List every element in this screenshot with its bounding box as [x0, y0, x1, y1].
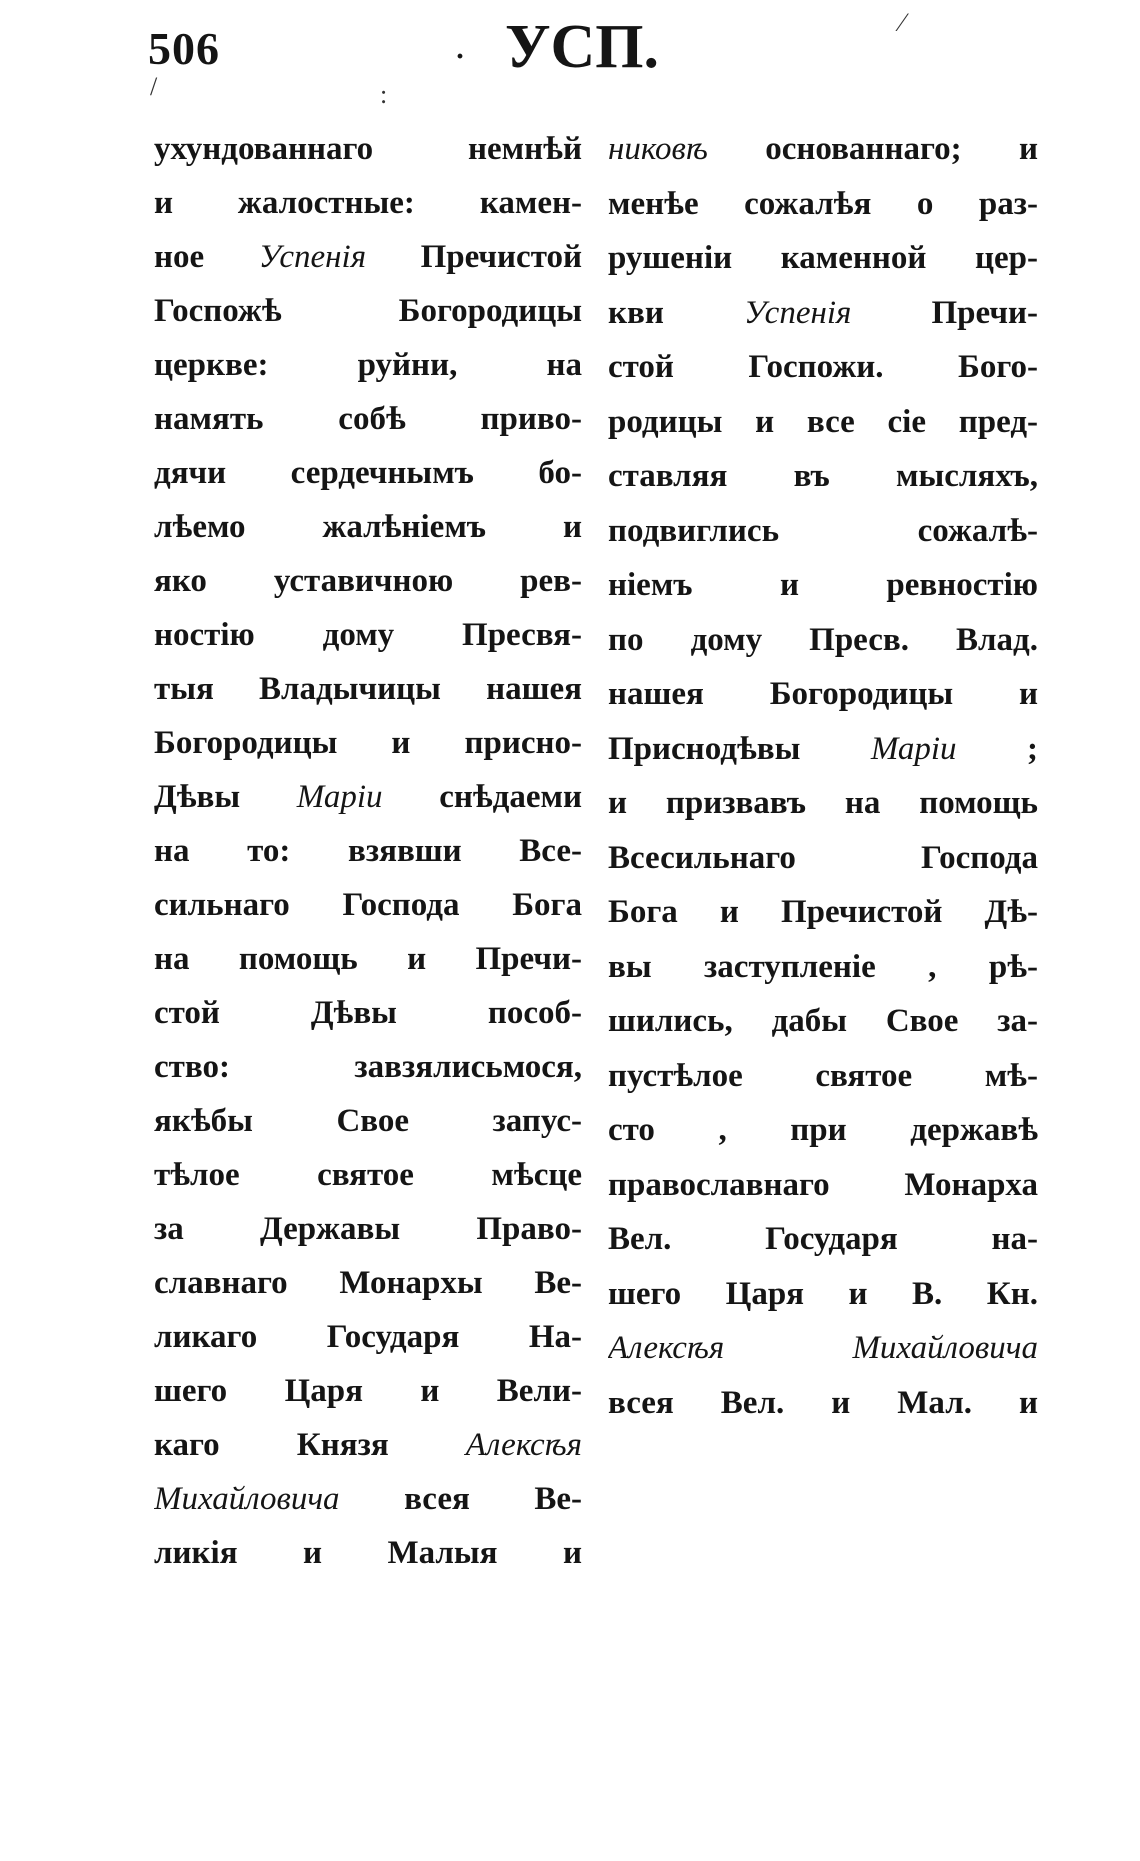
text-word: Пречи-	[931, 294, 1038, 331]
left-column-line	[154, 878, 582, 932]
print-speck: ⁄	[900, 8, 905, 37]
text-word: ностію	[154, 617, 255, 653]
right-column-line	[608, 504, 1038, 559]
text-word: яко	[154, 563, 207, 599]
text-word: пустѣлое	[608, 1057, 743, 1094]
text-word: Дѣвы	[154, 779, 241, 815]
left-column-line	[154, 176, 582, 230]
text-word: Малыя	[387, 1535, 498, 1571]
left-column-line	[154, 338, 582, 392]
print-speck: /	[150, 72, 158, 101]
text-word: православнаго	[608, 1166, 830, 1203]
text-word: пособ-	[487, 995, 582, 1031]
text-word: ,	[928, 948, 937, 985]
text-word: Алексѣя	[465, 1427, 582, 1463]
text-word: раз-	[978, 185, 1038, 222]
text-word: подвиглись	[608, 512, 780, 549]
text-word: Дѣ-	[984, 894, 1038, 930]
text-word: Государя	[765, 1221, 898, 1257]
right-column-line	[608, 667, 1038, 722]
left-column-line	[154, 554, 582, 608]
text-word: Богородицы	[154, 725, 338, 761]
text-word: на	[844, 785, 881, 821]
right-column-line	[608, 122, 1038, 177]
text-word: Вел.	[608, 1221, 672, 1257]
text-word: бо-	[538, 455, 582, 491]
left-column-line	[154, 662, 582, 716]
page-number: 506	[148, 23, 220, 74]
text-word: лѣемо	[154, 509, 246, 545]
text-word: присно-	[464, 725, 582, 761]
left-column-line	[154, 824, 582, 878]
right-column-line	[608, 1212, 1038, 1267]
right-column-line	[608, 1049, 1038, 1104]
left-column-line	[154, 392, 582, 446]
text-word: Ве-	[534, 1481, 582, 1517]
text-word: Царя	[725, 1275, 805, 1312]
text-word: за-	[997, 1003, 1038, 1039]
text-word: немнѣй	[468, 131, 582, 167]
text-word: по	[608, 621, 644, 658]
text-word: о	[916, 185, 934, 222]
text-word: то:	[247, 833, 291, 869]
text-word: помощь	[919, 785, 1038, 821]
text-word: шего	[608, 1275, 682, 1312]
text-word: Пречи-	[475, 941, 582, 977]
text-word: Царя	[284, 1373, 363, 1409]
text-word: завзялисьмося,	[354, 1049, 582, 1085]
left-column-line	[154, 932, 582, 986]
text-word: шего	[154, 1373, 228, 1409]
text-word: тыя	[154, 671, 214, 707]
text-word: призвавъ	[665, 785, 807, 821]
text-word: всея	[404, 1481, 470, 1517]
left-column-line	[154, 986, 582, 1040]
text-word: Вел.	[720, 1384, 785, 1421]
text-word: церкве:	[154, 347, 269, 383]
text-word: Маріи	[870, 730, 957, 767]
text-word: славнаго	[154, 1265, 288, 1301]
text-word: кви	[608, 294, 664, 331]
text-word: и	[755, 403, 775, 440]
text-word: В.	[912, 1275, 943, 1312]
text-word: каго	[154, 1427, 220, 1463]
text-word: собѣ	[338, 401, 406, 437]
text-word: Вели-	[496, 1373, 582, 1409]
right-column-line	[608, 722, 1038, 777]
text-word: взявши	[348, 833, 462, 869]
text-word: и	[391, 725, 411, 761]
text-word: нашея	[486, 671, 582, 707]
text-word: и	[831, 1384, 851, 1421]
left-column-line	[154, 608, 582, 662]
right-column-line	[608, 449, 1038, 504]
right-column-line	[608, 558, 1038, 613]
text-word: пред-	[958, 403, 1038, 440]
text-word: все	[806, 403, 855, 440]
text-word: въ	[793, 458, 830, 494]
text-word: помощь	[238, 941, 358, 977]
text-word: при	[790, 1112, 847, 1148]
text-word: сожалѣя	[744, 185, 872, 222]
left-column-line	[154, 1148, 582, 1202]
left-column-line	[154, 1202, 582, 1256]
right-column-line	[608, 231, 1038, 286]
right-column-line	[608, 831, 1038, 886]
right-column-line	[608, 395, 1038, 450]
text-word: Князя	[296, 1427, 389, 1463]
text-word: рушеніи	[608, 240, 733, 276]
text-word: На-	[528, 1319, 582, 1355]
text-word: рев-	[520, 563, 582, 599]
text-word: дому	[690, 621, 763, 658]
right-column-line	[608, 940, 1038, 995]
right-column-line	[608, 776, 1038, 831]
text-word: Госпожи.	[748, 349, 884, 385]
text-word: намять	[154, 401, 264, 437]
text-word: на-	[991, 1221, 1038, 1257]
text-word: державѣ	[910, 1112, 1038, 1148]
text-word: ревностію	[886, 567, 1038, 603]
text-word: сіе	[887, 403, 926, 440]
text-word: сердечнымъ	[290, 455, 474, 491]
text-word: Пресв.	[809, 621, 909, 658]
text-word: Госпожѣ	[154, 293, 282, 329]
text-word: ство:	[154, 1049, 230, 1085]
text-word: Богородицы	[769, 676, 954, 712]
text-word: Господа	[342, 887, 460, 923]
text-word: Маріи	[296, 779, 383, 815]
left-column-line	[154, 284, 582, 338]
text-word: вы	[608, 948, 652, 985]
text-word: Богородицы	[398, 293, 582, 329]
right-column	[608, 122, 1038, 1430]
text-word: снѣдаеми	[439, 779, 582, 815]
left-column-line	[154, 1256, 582, 1310]
text-word: каменной	[780, 240, 927, 276]
text-word: и	[154, 185, 174, 221]
right-column-line	[608, 994, 1038, 1049]
left-column-line	[154, 1310, 582, 1364]
text-word: ухундованнаго	[154, 131, 374, 167]
text-word: рѣ-	[988, 948, 1038, 985]
text-word: и	[848, 1275, 868, 1312]
text-word: Государя	[326, 1319, 460, 1355]
text-word: на	[154, 833, 190, 869]
text-word: стой	[608, 349, 674, 385]
text-word: всея	[608, 1384, 674, 1421]
text-word: жалостные:	[237, 185, 415, 221]
right-column-line	[608, 1158, 1038, 1213]
text-word: дабы	[771, 1003, 848, 1039]
text-word: Михайловича	[154, 1481, 340, 1517]
text-word: стой	[154, 995, 220, 1031]
text-word: ;	[1027, 730, 1038, 767]
text-word: цер-	[974, 240, 1038, 276]
text-word: Всесильнаго	[608, 839, 796, 876]
text-word: мысляхъ,	[896, 458, 1038, 494]
text-word: жалѣніемъ	[322, 509, 487, 545]
text-word: Владычицы	[259, 671, 441, 707]
left-column	[154, 122, 582, 1580]
text-word: шились,	[608, 1003, 733, 1039]
text-word: на	[154, 941, 190, 977]
text-word: родицы	[608, 403, 723, 440]
text-word: нашея	[608, 676, 704, 712]
right-column-line	[608, 1103, 1038, 1158]
text-word: Влад.	[956, 621, 1038, 658]
text-word: менѣе	[608, 185, 699, 222]
left-column-line	[154, 716, 582, 770]
text-word: и	[1018, 676, 1038, 712]
text-word: Ве-	[534, 1265, 582, 1301]
right-column-line	[608, 177, 1038, 232]
text-word: мѣ-	[984, 1057, 1038, 1094]
text-word: дому	[322, 617, 395, 653]
right-column-line	[608, 1376, 1038, 1431]
text-word: ликія	[154, 1535, 238, 1571]
text-word: сожалѣ-	[917, 512, 1038, 549]
text-word: уставичною	[273, 563, 454, 599]
text-word: и	[1018, 1384, 1038, 1421]
text-word: камен-	[479, 185, 582, 221]
left-column-line	[154, 1094, 582, 1148]
text-word: и	[420, 1373, 440, 1409]
text-word: Бого-	[958, 349, 1038, 385]
right-column-line	[608, 286, 1038, 341]
text-word: Мал.	[897, 1384, 972, 1421]
text-word: якѣбы	[154, 1103, 253, 1139]
text-word: тѣлое	[154, 1157, 240, 1193]
text-word: Кн.	[986, 1275, 1038, 1312]
print-speck: :	[380, 80, 388, 109]
text-word: Приснодѣвы	[608, 730, 801, 767]
text-word: Михайловича	[852, 1330, 1038, 1366]
text-word: Право-	[476, 1211, 582, 1247]
right-column-line	[608, 1267, 1038, 1322]
text-word: дячи	[154, 455, 227, 491]
text-word: Державы	[260, 1211, 401, 1247]
left-column-line	[154, 1364, 582, 1418]
text-word: заступленіе	[704, 948, 876, 985]
text-word: запус-	[492, 1103, 582, 1139]
text-word: и	[779, 567, 799, 603]
right-column-line	[608, 1321, 1038, 1376]
text-word: сильнаго	[154, 887, 290, 923]
text-word: на	[546, 347, 582, 383]
text-word: и	[1018, 131, 1038, 167]
running-head: УСП.	[505, 13, 660, 81]
text-word: и	[562, 509, 582, 545]
text-word: Бога	[512, 887, 582, 923]
text-word: и	[407, 941, 427, 977]
text-word: и	[608, 785, 628, 821]
text-word: основаннаго;	[765, 131, 962, 167]
left-column-line	[154, 446, 582, 500]
text-word: мѣсце	[491, 1157, 582, 1193]
left-column-line	[154, 1472, 582, 1526]
text-word: ставляя	[608, 458, 728, 494]
left-column-line	[154, 1526, 582, 1580]
left-column-line	[154, 1040, 582, 1094]
left-column-line	[154, 230, 582, 284]
text-word: ликаго	[154, 1319, 258, 1355]
text-word: Монарха	[904, 1166, 1038, 1203]
text-word: Свое	[885, 1003, 959, 1039]
header-dot: ·	[455, 40, 466, 73]
text-word: за	[154, 1211, 184, 1247]
text-word: и	[562, 1535, 582, 1571]
text-word: Алексѣя	[608, 1330, 725, 1366]
text-word: Все-	[519, 833, 582, 869]
text-word: Пречистой	[780, 894, 943, 930]
text-word: Пресвя-	[462, 617, 582, 653]
text-word: Бога	[608, 894, 678, 930]
text-word: Успенія	[258, 239, 367, 275]
left-column-line	[154, 1418, 582, 1472]
left-column-line	[154, 770, 582, 824]
text-word: святое	[317, 1157, 414, 1193]
left-column-line	[154, 122, 582, 176]
right-column-line	[608, 613, 1038, 668]
text-word: руйни,	[357, 347, 458, 383]
text-word: Успенія	[744, 294, 852, 331]
left-column-line	[154, 500, 582, 554]
text-word: Монархы	[339, 1265, 483, 1301]
text-word: сто	[608, 1112, 655, 1148]
text-word: никовѣ	[608, 131, 708, 167]
text-word: и	[719, 894, 739, 930]
text-word: приво-	[480, 401, 582, 437]
text-word: Пречистой	[420, 239, 582, 275]
text-word: и	[303, 1535, 323, 1571]
text-word: ное	[154, 239, 205, 275]
text-word: Дѣвы	[310, 995, 397, 1031]
text-word: святое	[815, 1057, 913, 1094]
text-word: Господа	[921, 839, 1038, 876]
right-column-line	[608, 885, 1038, 940]
text-word: ,	[718, 1112, 727, 1148]
text-word: Свое	[336, 1103, 410, 1139]
right-column-line	[608, 340, 1038, 395]
text-word: ніемъ	[608, 567, 693, 603]
